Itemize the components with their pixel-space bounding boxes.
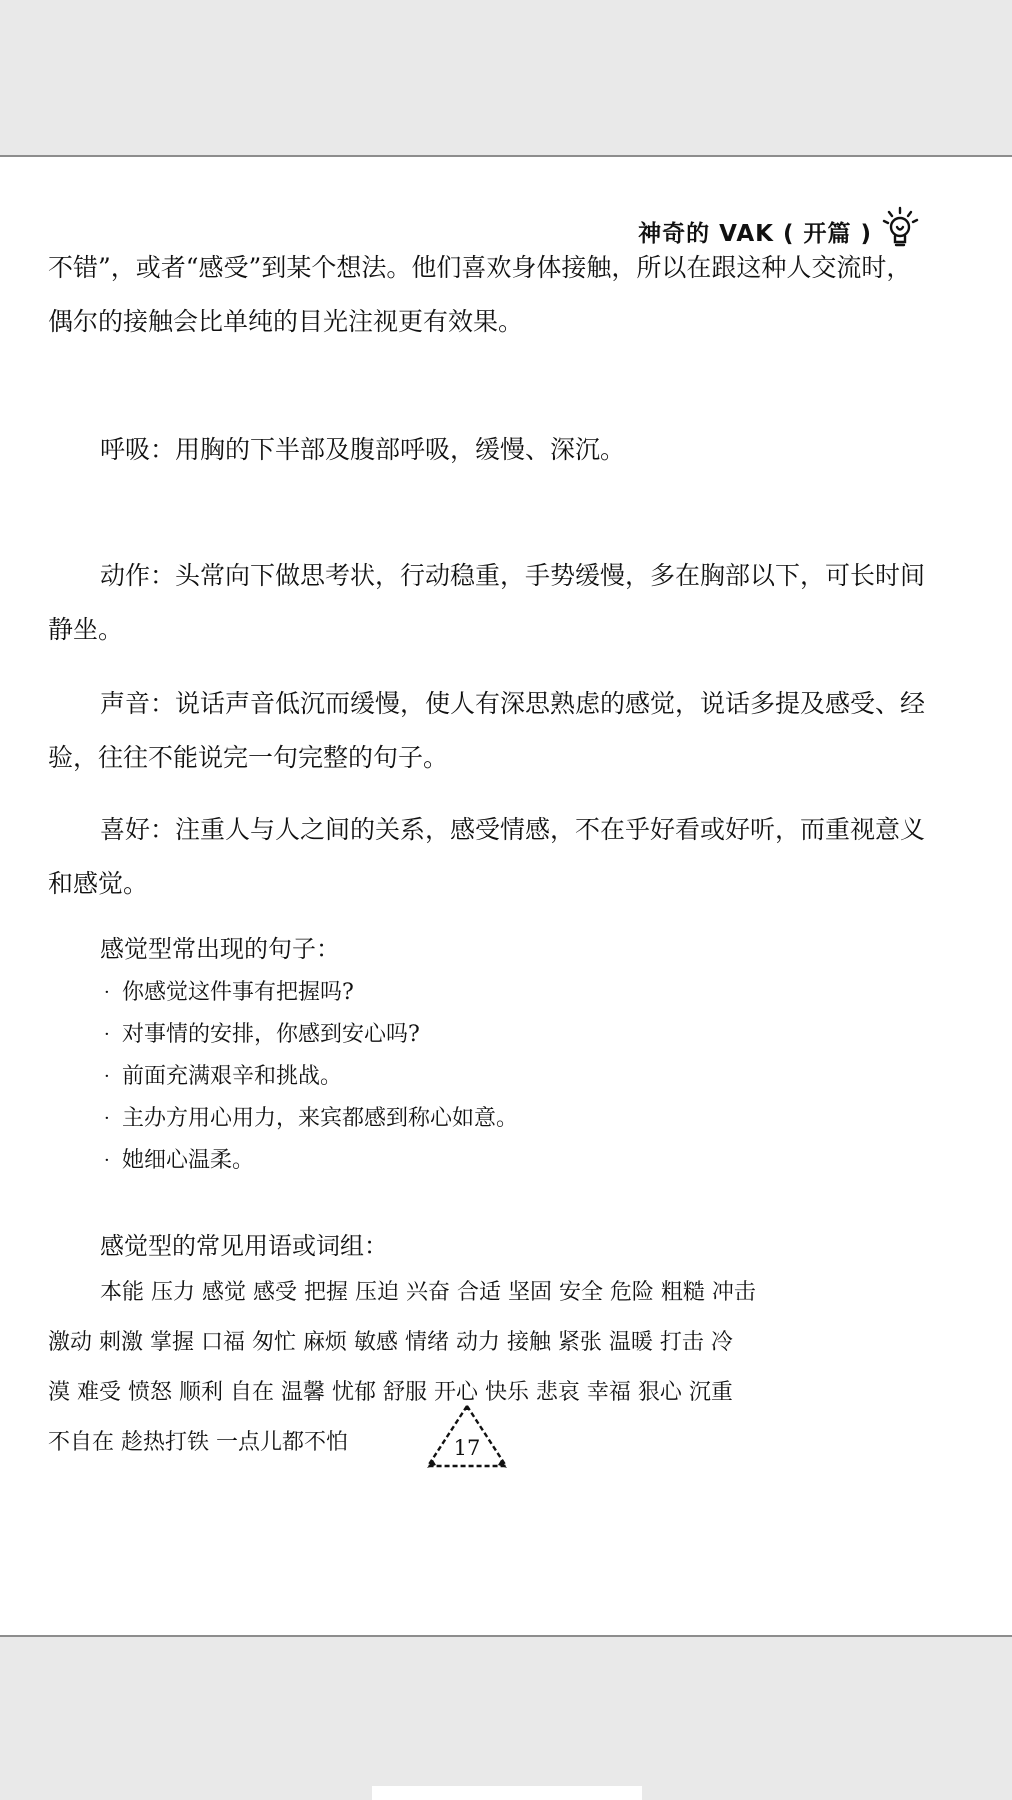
- bottom-margin: [0, 1637, 1012, 1800]
- paragraph-line: 动作：头常向下做思考状，行动稳重，手势缓慢，多在胸部以下，可长时间: [100, 561, 926, 590]
- paragraph-line: 和感觉。: [48, 869, 149, 898]
- bullet-mark: ·: [104, 982, 110, 1003]
- list-item: [104, 1140, 518, 1182]
- terms-title: 感觉型的常见用语或词组：: [100, 1232, 388, 1260]
- list-item: [104, 1098, 518, 1140]
- sentences-title: 感觉型常出现的句子：: [100, 935, 340, 963]
- paragraph-line: 喜好：注重人与人之间的关系，感受情感，不在乎好看或好听，而重视意义: [100, 815, 926, 844]
- bullet-mark: ·: [104, 1108, 110, 1129]
- sentence-list: [104, 972, 518, 1182]
- paragraph-voice: [48, 677, 925, 785]
- bullet-mark: ·: [104, 1150, 110, 1171]
- bullet-mark: ·: [104, 1066, 110, 1087]
- list-item-text: 前面充满艰辛和挑战。: [122, 1064, 343, 1089]
- list-item-text: 主办方用心用力，来宾都感到称心如意。: [122, 1106, 519, 1131]
- paragraph-intro: [48, 241, 911, 349]
- paragraph-movement: [48, 549, 925, 657]
- paragraph-line: 呼吸：用胸的下半部及腹部呼吸，缓慢、深沉。: [100, 435, 626, 464]
- running-header: 神奇的 VAK ( 开篇 ): [638, 221, 872, 247]
- top-margin: [0, 0, 1012, 155]
- home-indicator[interactable]: [372, 1786, 642, 1800]
- list-item: [104, 1056, 518, 1098]
- terms-line: 本能 压力 感觉 感受 把握 压迫 兴奋 合适 坚固 安全 危险 粗糙 冲击: [100, 1280, 756, 1305]
- page-number: 17: [453, 1436, 481, 1460]
- list-item: [104, 1014, 518, 1056]
- paragraph-line: 偶尔的接触会比单纯的目光注视更有效果。: [48, 307, 524, 336]
- page-number-badge: [424, 1402, 510, 1472]
- paragraph-line: 验，往往不能说完一句完整的句子。: [48, 743, 449, 772]
- list-item: [104, 972, 518, 1014]
- list-item-text: 你感觉这件事有把握吗?: [122, 980, 354, 1005]
- bullet-mark: ·: [104, 1024, 110, 1045]
- paragraph-breathing: [100, 423, 625, 477]
- book-page: [0, 155, 1012, 1637]
- paragraph-line: 声音：说话声音低沉而缓慢，使人有深思熟虑的感觉，说话多提及感受、经: [100, 689, 926, 718]
- terms-line: 不自在 趁热打铁 一点儿都不怕: [48, 1430, 348, 1455]
- terms-line: 漠 难受 愤怒 顺利 自在 温馨 忧郁 舒服 开心 快乐 悲哀 幸福 狠心 沉重: [48, 1380, 733, 1405]
- list-item-text: 她细心温柔。: [122, 1148, 255, 1173]
- paragraph-line: 不错”，或者“感受”到某个想法。他们喜欢身体接触，所以在跟这种人交流时，: [48, 253, 912, 282]
- paragraph-preference: [48, 803, 925, 911]
- list-item-text: 对事情的安排，你感到安心吗?: [122, 1022, 420, 1047]
- terms-line: 激动 刺激 掌握 口福 匆忙 麻烦 敏感 情绪 动力 接触 紧张 温暖 打击 冷: [48, 1330, 733, 1355]
- paragraph-line: 静坐。: [48, 615, 124, 644]
